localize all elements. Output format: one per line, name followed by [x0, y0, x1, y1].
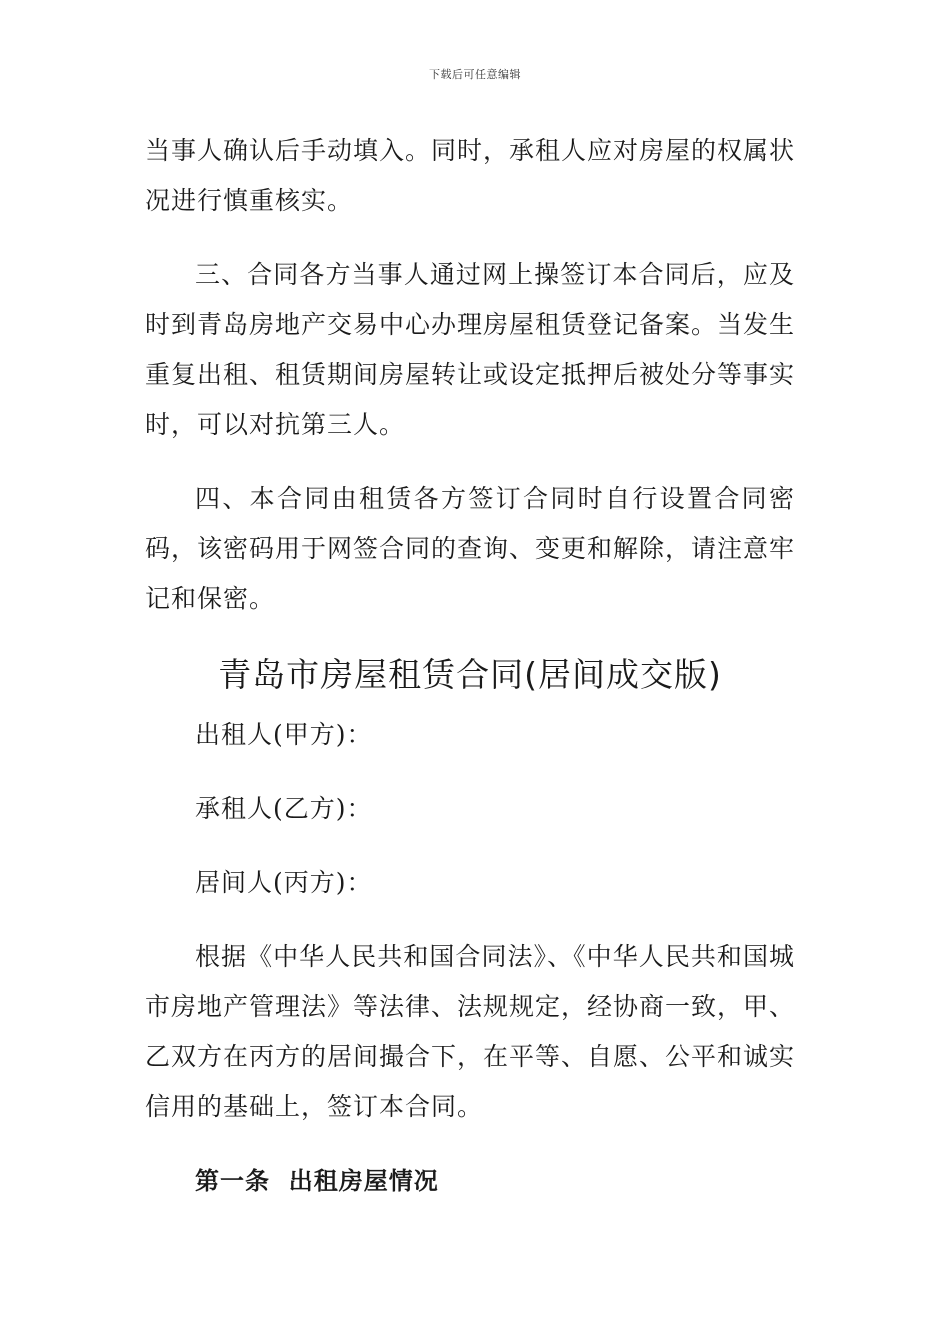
article-one-heading: 第一条 出租房屋情况 — [195, 1167, 439, 1195]
page-header-note: 下载后可任意编辑 — [429, 68, 521, 81]
party-lessee: 承租人(乙方)： — [195, 794, 373, 823]
paragraph-continuation: 当事人确认后手动填入。同时，承租人应对房屋的权属状况进行慎重核实。 — [145, 136, 796, 215]
paragraph-item-three: 三、合同各方当事人通过网上操签订本合同后，应及时到青岛房地产交易中心办理房屋租赁登记备案。当发生重复出租、租赁期间房屋转让或设定抵押后被处分等事实时，可以对抗第三人。 — [145, 260, 796, 439]
contract-preamble: 根据《中华人民共和国合同法》、《中华人民共和国城市房地产管理法》等法律、法规规定，经协商一致，甲、乙双方在丙方的居间撮合下，在平等、自愿、公平和诚实信用的基础上，签订本合同。 — [145, 942, 796, 1121]
party-lessor: 出租人(甲方)： — [195, 720, 373, 749]
party-intermediary: 居间人(丙方)： — [195, 868, 373, 897]
contract-title: 青岛市房屋租赁合同(居间成交版) — [218, 655, 722, 694]
document-body — [145, 126, 795, 1206]
paragraph-item-four: 四、本合同由租赁各方签订合同时自行设置合同密码，该密码用于网签合同的查询、变更和解除，请注意牢记和保密。 — [145, 484, 796, 613]
